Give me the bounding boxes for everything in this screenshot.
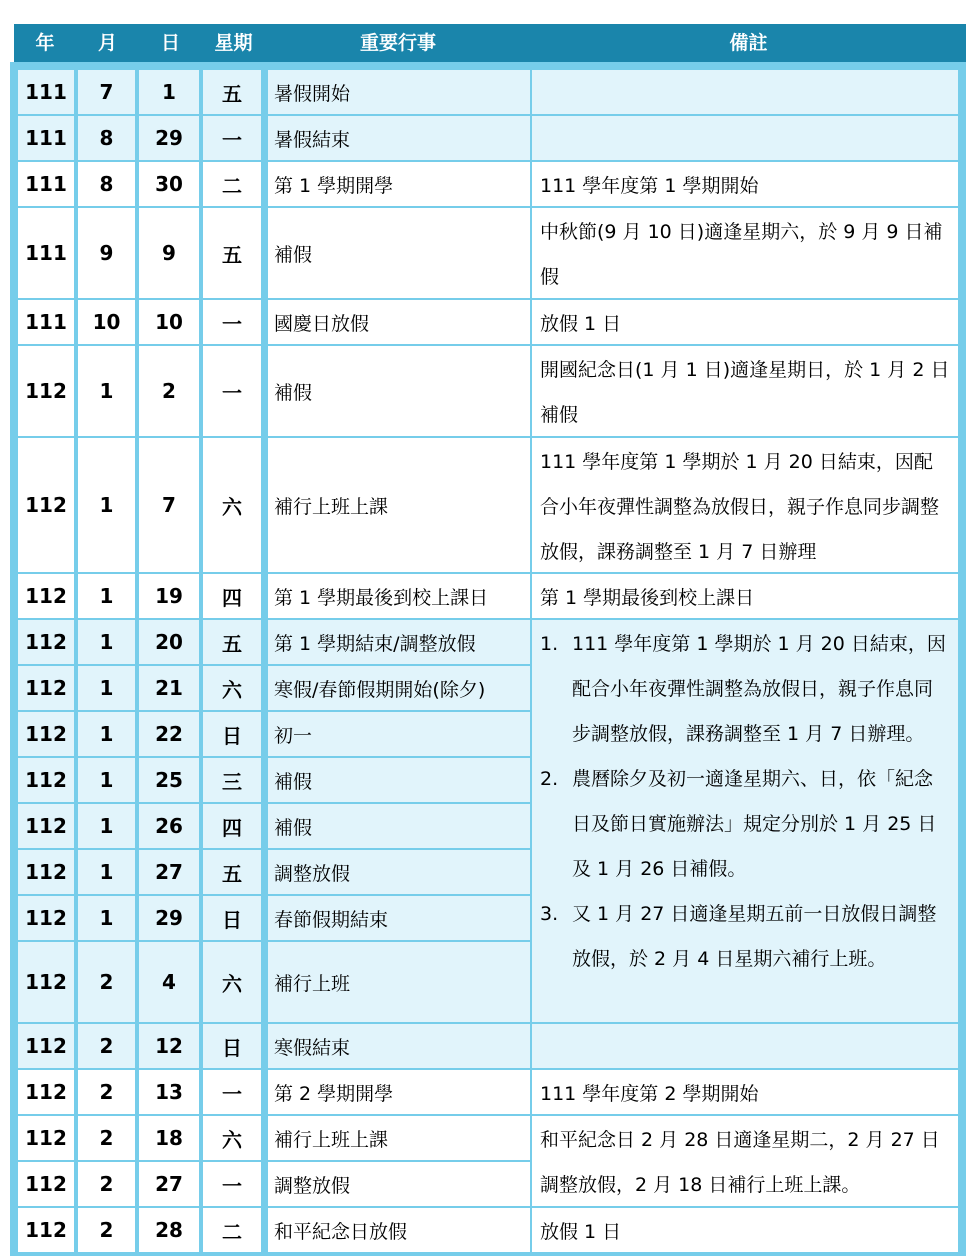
note-list-item (540, 757, 950, 892)
cell-event: 第 1 學期開學 (268, 162, 530, 206)
header-month: 月 (97, 32, 117, 54)
cell-day: 27 (139, 850, 199, 894)
cell-note (532, 116, 958, 160)
cell-weekday: 日 (203, 896, 261, 940)
cell-event: 第 2 學期開學 (268, 1070, 530, 1114)
cell-year: 112 (18, 1070, 74, 1114)
cell-year: 112 (18, 1116, 74, 1160)
cell-day: 30 (139, 162, 199, 206)
cell-day: 4 (139, 942, 199, 1022)
note-text: 111 學年度第 2 學期開始 (540, 1082, 759, 1105)
cell-month: 2 (78, 1208, 135, 1252)
cell-month: 8 (78, 116, 135, 160)
cell-note (532, 70, 958, 114)
cell-day: 7 (139, 438, 199, 572)
cell-event: 和平紀念日放假 (268, 1208, 530, 1252)
cell-year: 112 (18, 712, 74, 756)
cell-month: 1 (78, 896, 135, 940)
cell-weekday: 五 (203, 70, 261, 114)
cell-day: 9 (139, 208, 199, 298)
cell-note (532, 162, 958, 206)
cell-month: 2 (78, 1116, 135, 1160)
note-text: 111 學年度第 1 學期開始 (540, 174, 759, 197)
cell-weekday: 一 (203, 1162, 261, 1206)
header-note: 備註 (729, 32, 768, 54)
cell-month: 1 (78, 620, 135, 664)
cell-event: 補假 (268, 208, 530, 298)
cell-note (532, 1116, 958, 1206)
note-list-number: 3. (540, 903, 559, 925)
cell-month: 10 (78, 300, 135, 344)
note-text: 中秋節(9 月 10 日)適逢星期六，於 9 月 9 日補假 (540, 221, 943, 288)
cell-weekday: 三 (203, 758, 261, 802)
cell-note (532, 1024, 958, 1068)
header-day: 日 (160, 32, 180, 54)
cell-year: 112 (18, 804, 74, 848)
cell-month: 9 (78, 208, 135, 298)
cell-day: 10 (139, 300, 199, 344)
cell-day: 21 (139, 666, 199, 710)
cell-note (532, 1208, 958, 1252)
cell-note (532, 300, 958, 344)
cell-event: 調整放假 (268, 1162, 530, 1206)
cell-day: 28 (139, 1208, 199, 1252)
cell-year: 111 (18, 208, 74, 298)
cell-day: 25 (139, 758, 199, 802)
cell-weekday: 二 (203, 162, 261, 206)
cell-event: 補行上班上課 (268, 438, 530, 572)
note-list-text: 農曆除夕及初一適逢星期六、日，依「紀念日及節日實施辦法」規定分別於 1 月 25 日及 1 月 26 日補假。 (572, 768, 937, 880)
note-text: 放假 1 日 (540, 1220, 622, 1243)
cell-day: 26 (139, 804, 199, 848)
note-text: 第 1 學期最後到校上課日 (540, 586, 755, 609)
note-list-text: 又 1 月 27 日適逢星期五前一日放假日調整放假，於 2 月 4 日星期六補行上班。 (572, 903, 937, 970)
cell-month: 1 (78, 666, 135, 710)
cell-note (532, 574, 958, 618)
note-text: 111 學年度第 1 學期於 1 月 20 日結束，因配合小年夜彈性調整為放假日，親子作息同步調整放假，課務調整至 1 月 7 日辦理 (540, 451, 940, 563)
cell-event: 第 1 學期最後到校上課日 (268, 574, 530, 618)
cell-month: 2 (78, 1070, 135, 1114)
cell-year: 111 (18, 70, 74, 114)
cell-weekday: 五 (203, 620, 261, 664)
cell-weekday: 四 (203, 574, 261, 618)
cell-month: 1 (78, 758, 135, 802)
note-list-number: 2. (540, 768, 559, 790)
cell-event: 補假 (268, 804, 530, 848)
cell-month: 1 (78, 438, 135, 572)
cell-year: 112 (18, 346, 74, 436)
cell-day: 20 (139, 620, 199, 664)
cell-year: 111 (18, 300, 74, 344)
cell-note (532, 208, 958, 298)
cell-event: 補假 (268, 346, 530, 436)
cell-weekday: 六 (203, 666, 261, 710)
cell-event: 春節假期結束 (268, 896, 530, 940)
cell-day: 29 (139, 116, 199, 160)
cell-month: 2 (78, 942, 135, 1022)
cell-event: 補行上班上課 (268, 1116, 530, 1160)
cell-year: 112 (18, 1162, 74, 1206)
cell-year: 112 (18, 620, 74, 664)
note-text: 開國紀念日(1 月 1 日)適逢星期日，於 1 月 2 日補假 (540, 359, 950, 426)
table-header (14, 24, 966, 62)
cell-weekday: 日 (203, 1024, 261, 1068)
note-text: 和平紀念日 2 月 28 日適逢星期二，2 月 27 日調整放假，2 月 18 日補行上班上課。 (540, 1129, 940, 1196)
cell-month: 1 (78, 346, 135, 436)
cell-day: 18 (139, 1116, 199, 1160)
cell-weekday: 四 (203, 804, 261, 848)
note-list-text: 111 學年度第 1 學期於 1 月 20 日結束，因配合小年夜彈性調整為放假日，親子作息同步調整放假，課務調整至 1 月 7 日辦理。 (572, 633, 946, 745)
cell-weekday: 五 (203, 850, 261, 894)
note-list (540, 622, 950, 982)
cell-year: 112 (18, 850, 74, 894)
cell-event: 第 1 學期結束/調整放假 (268, 620, 530, 664)
cell-event: 暑假結束 (268, 116, 530, 160)
cell-month: 2 (78, 1162, 135, 1206)
cell-weekday: 一 (203, 300, 261, 344)
cell-event: 寒假/春節假期開始(除夕) (268, 666, 530, 710)
cell-weekday: 二 (203, 1208, 261, 1252)
cell-event: 寒假結束 (268, 1024, 530, 1068)
cell-weekday: 五 (203, 208, 261, 298)
cell-day: 12 (139, 1024, 199, 1068)
cell-weekday: 六 (203, 1116, 261, 1160)
cell-note (532, 1070, 958, 1114)
header-weekday: 星期 (214, 32, 253, 54)
cell-day: 1 (139, 70, 199, 114)
cell-day: 19 (139, 574, 199, 618)
note-list-item (540, 622, 950, 757)
cell-event: 暑假開始 (268, 70, 530, 114)
cell-year: 111 (18, 116, 74, 160)
cell-note (532, 346, 958, 436)
cell-month: 1 (78, 850, 135, 894)
cell-event: 補假 (268, 758, 530, 802)
cell-weekday: 六 (203, 438, 261, 572)
cell-weekday: 日 (203, 712, 261, 756)
cell-month: 8 (78, 162, 135, 206)
cell-day: 29 (139, 896, 199, 940)
cell-day: 22 (139, 712, 199, 756)
cell-note (532, 620, 958, 1022)
cell-month: 1 (78, 804, 135, 848)
cell-month: 1 (78, 712, 135, 756)
cell-year: 112 (18, 666, 74, 710)
cell-event: 補行上班 (268, 942, 530, 1022)
cell-weekday: 一 (203, 346, 261, 436)
cell-year: 112 (18, 438, 74, 572)
cell-event: 國慶日放假 (268, 300, 530, 344)
note-list-item (540, 892, 950, 982)
cell-day: 2 (139, 346, 199, 436)
cell-year: 112 (18, 1024, 74, 1068)
cell-month: 1 (78, 574, 135, 618)
cell-event: 調整放假 (268, 850, 530, 894)
cell-day: 13 (139, 1070, 199, 1114)
cell-year: 112 (18, 1208, 74, 1252)
cell-weekday: 一 (203, 116, 261, 160)
cell-month: 2 (78, 1024, 135, 1068)
cell-year: 112 (18, 896, 74, 940)
cell-weekday: 一 (203, 1070, 261, 1114)
cell-year: 112 (18, 758, 74, 802)
note-list-number: 1. (540, 633, 559, 655)
cell-year: 112 (18, 574, 74, 618)
header-event: 重要行事 (359, 32, 436, 54)
cell-weekday: 六 (203, 942, 261, 1022)
note-text: 放假 1 日 (540, 312, 622, 335)
cell-event: 初一 (268, 712, 530, 756)
cell-note (532, 438, 958, 572)
cell-year: 111 (18, 162, 74, 206)
header-year: 年 (35, 32, 55, 54)
cell-month: 7 (78, 70, 135, 114)
calendar-table (10, 62, 966, 1256)
cell-year: 112 (18, 942, 74, 1022)
cell-day: 27 (139, 1162, 199, 1206)
